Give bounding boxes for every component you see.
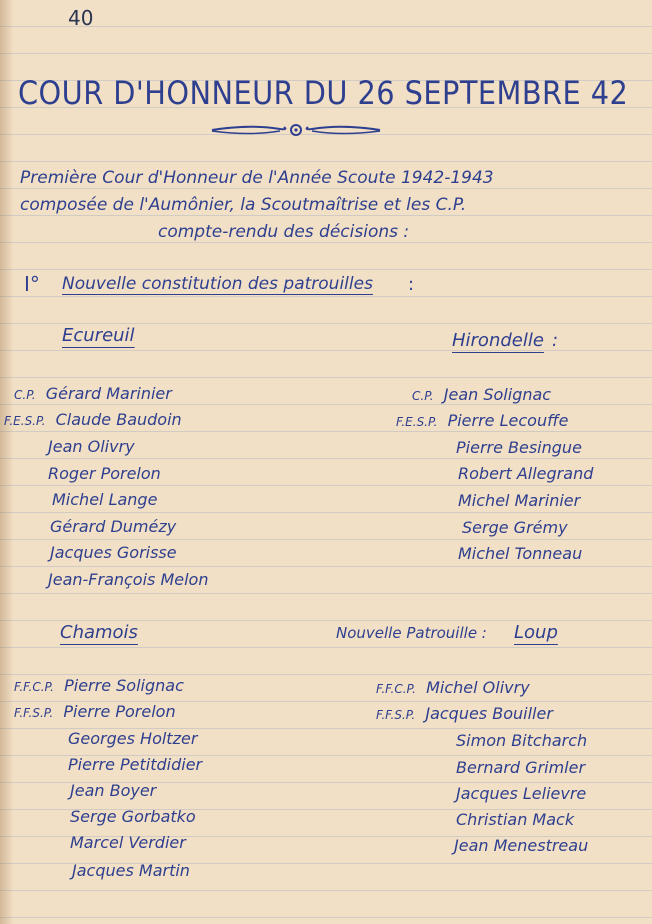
member-role: F.F.S.P. xyxy=(14,706,54,720)
intro-line-2: composée de l'Aumônier, la Scoutmaîtrise et les C.P. xyxy=(20,195,467,215)
patrol-title-loup: Loup xyxy=(514,622,558,643)
patrol-row xyxy=(72,861,190,880)
patrol-row xyxy=(462,518,568,537)
member-name: Robert Allegrand xyxy=(458,464,594,483)
member-name: Roger Porelon xyxy=(48,464,161,483)
patrol-row xyxy=(376,704,553,723)
patrol-row xyxy=(456,438,582,457)
member-name: Michel Olivry xyxy=(426,678,530,697)
section-number: I° xyxy=(24,272,40,296)
member-name: Pierre Porelon xyxy=(63,702,176,721)
patrol-title-chamois: Chamois xyxy=(60,622,138,643)
member-name: Jacques Gorisse xyxy=(50,543,177,562)
patrol-row xyxy=(52,490,157,509)
member-name: Jacques Martin xyxy=(72,861,190,880)
page-number: 40 xyxy=(68,6,94,30)
page-title: COUR D'HONNEUR DU 26 SEPTEMBRE 42 xyxy=(18,74,629,112)
patrol-name: Hirondelle xyxy=(452,330,544,351)
intro-line-1: Première Cour d'Honneur de l'Année Scoute 1942-1943 xyxy=(20,168,494,188)
patrol-row xyxy=(4,410,182,429)
patrol-row xyxy=(456,810,574,829)
patrol-row xyxy=(70,807,196,826)
member-role: F.F.C.P. xyxy=(14,680,54,694)
member-name: Pierre Solignac xyxy=(64,676,184,695)
member-role: C.P. xyxy=(14,388,36,402)
member-name: Jean-François Melon xyxy=(48,570,209,589)
member-name: Marcel Verdier xyxy=(70,833,186,852)
patrol-row xyxy=(14,384,172,403)
patrol-title-hirondelle xyxy=(452,330,544,351)
member-name: Michel Tonneau xyxy=(458,544,583,563)
patrol-row xyxy=(70,781,156,800)
member-name: Pierre Petitdidier xyxy=(68,755,203,774)
patrol-row xyxy=(48,464,161,483)
patrol-row xyxy=(396,411,568,430)
member-role: F.F.C.P. xyxy=(376,682,416,696)
member-role: C.P. xyxy=(412,389,434,403)
patrol-title-suffix: : xyxy=(552,330,559,351)
member-name: Jean Boyer xyxy=(70,781,157,800)
patrol-row xyxy=(454,836,588,855)
intro-line-3: compte-rendu des décisions : xyxy=(158,222,410,242)
patrol-row xyxy=(70,833,186,852)
member-name: Simon Bitcharch xyxy=(456,731,588,750)
patrol-row xyxy=(456,758,585,777)
patrol-row xyxy=(412,385,551,404)
patrol-row xyxy=(14,676,184,695)
patrol-row xyxy=(458,544,582,563)
patrol-row xyxy=(458,464,593,483)
member-name: Pierre Lecouffe xyxy=(447,411,569,430)
member-name: Gérard Dumézy xyxy=(50,517,177,536)
member-name: Serge Grémy xyxy=(462,518,568,537)
member-name: Serge Gorbatko xyxy=(70,807,196,826)
patrol-row xyxy=(458,491,580,510)
member-name: Jacques Bouiller xyxy=(425,704,553,723)
section-title: Nouvelle constitution des patrouilles xyxy=(62,274,373,294)
patrol-row xyxy=(68,755,202,774)
member-name: Michel Lange xyxy=(52,490,158,509)
section-colon: : xyxy=(408,274,415,295)
member-name: Jean Solignac xyxy=(443,385,552,404)
member-name: Georges Holtzer xyxy=(68,729,198,748)
patrol-row xyxy=(48,437,135,456)
member-name: Michel Marinier xyxy=(458,491,581,510)
patrol-row xyxy=(14,702,176,721)
patrol-row xyxy=(456,784,586,803)
member-role: F.E.S.P. xyxy=(396,415,438,429)
member-name: Jean Menestreau xyxy=(454,836,589,855)
member-role: F.F.S.P. xyxy=(376,708,416,722)
member-name: Jacques Lelievre xyxy=(456,784,587,803)
patrol-row xyxy=(68,729,197,748)
patrol-row xyxy=(50,517,176,536)
patrol-row xyxy=(50,543,177,562)
member-name: Gérard Marinier xyxy=(45,384,172,403)
member-name: Pierre Besingue xyxy=(456,438,582,457)
patrol-row xyxy=(376,678,530,697)
member-name: Christian Mack xyxy=(456,810,575,829)
member-name: Claude Baudoin xyxy=(55,410,182,429)
member-name: Jean Olivry xyxy=(48,437,135,456)
patrol-row xyxy=(456,731,587,750)
new-patrol-prefix: Nouvelle Patrouille : xyxy=(336,624,487,642)
member-name: Bernard Grimler xyxy=(456,758,586,777)
patrol-title-ecureuil: Ecureuil xyxy=(62,325,135,346)
member-role: F.E.S.P. xyxy=(4,414,46,428)
patrol-row xyxy=(48,570,208,589)
title-ornament-icon xyxy=(210,118,382,142)
